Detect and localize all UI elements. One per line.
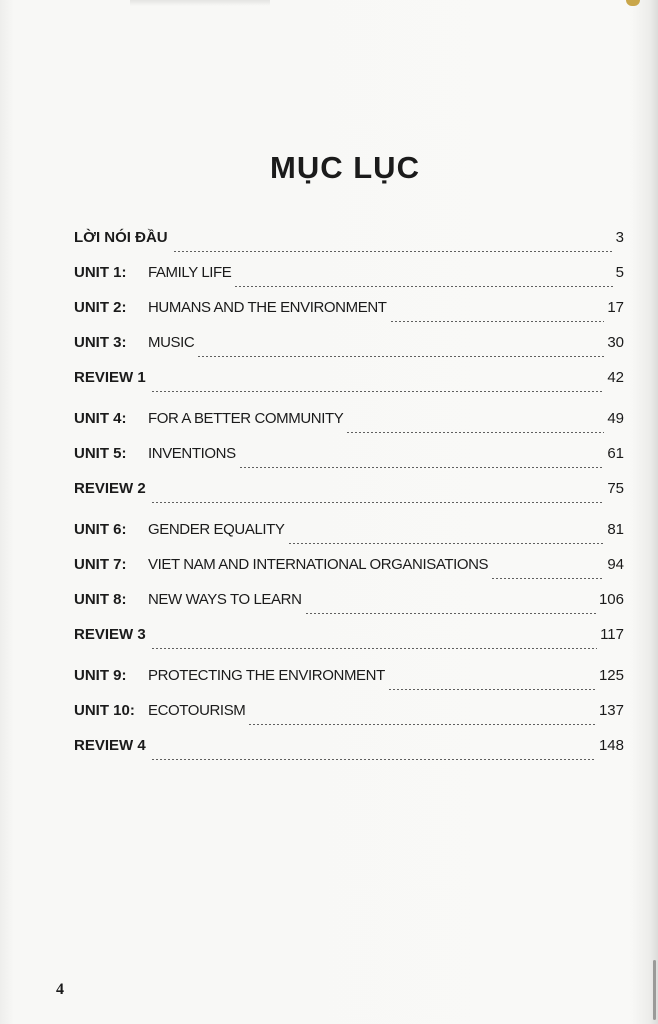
toc-entry-page: 75 xyxy=(607,480,624,497)
toc-entry-name: FAMILY LIFE xyxy=(148,264,232,281)
toc-entry-label: REVIEW 2 xyxy=(74,480,146,497)
dot-leader xyxy=(305,613,596,614)
toc-entry xyxy=(74,226,624,261)
scan-shadow xyxy=(130,0,270,6)
toc-entry-page: 5 xyxy=(615,264,624,281)
toc-entry xyxy=(74,623,624,658)
toc-entry xyxy=(74,477,624,512)
dot-leader xyxy=(197,356,604,357)
dot-leader xyxy=(491,578,604,579)
toc-entry-page: 61 xyxy=(607,445,624,462)
toc-entry-page: 42 xyxy=(607,369,624,386)
toc-entry-name: PROTECTING THE ENVIRONMENT xyxy=(148,667,385,684)
dot-leader xyxy=(151,759,596,760)
toc-entry-label: UNIT 9: xyxy=(74,667,127,684)
toc-entry-label: REVIEW 1 xyxy=(74,369,146,386)
toc-entry xyxy=(74,664,624,699)
toc-entry-name: GENDER EQUALITY xyxy=(148,521,285,538)
toc-entry xyxy=(74,734,624,769)
toc-entry xyxy=(74,588,624,623)
dot-leader xyxy=(234,286,612,287)
toc-entry-page: 3 xyxy=(615,229,624,246)
toc-entry-page: 148 xyxy=(598,737,624,754)
toc-entry-label: UNIT 7: xyxy=(74,556,127,573)
toc-entry xyxy=(74,442,624,477)
dot-leader xyxy=(346,432,604,433)
toc-entry-label: UNIT 6: xyxy=(74,521,127,538)
toc-entry xyxy=(74,553,624,588)
page-edge xyxy=(653,960,656,1020)
toc-entry-name: HUMANS AND THE ENVIRONMENT xyxy=(148,299,387,316)
toc-entry-name: ECOTOURISM xyxy=(148,702,246,719)
toc-entry xyxy=(74,518,624,553)
toc-entry-label: REVIEW 4 xyxy=(74,737,146,754)
toc-entry-page: 17 xyxy=(607,299,624,316)
toc-entry-name: MUSIC xyxy=(148,334,195,351)
toc-entry xyxy=(74,366,624,401)
toc-entry-page: 49 xyxy=(607,410,624,427)
dot-leader xyxy=(151,391,605,392)
toc-entry-label: LỜI NÓI ĐẦU xyxy=(74,229,168,246)
toc-entry xyxy=(74,407,624,442)
toc-entry-name: NEW WAYS TO LEARN xyxy=(148,591,302,608)
page-number: 4 xyxy=(56,981,64,998)
toc-entry-page: 106 xyxy=(598,591,624,608)
toc-entry-label: UNIT 1: xyxy=(74,264,127,281)
dot-leader xyxy=(151,648,597,649)
dot-leader xyxy=(173,251,613,252)
toc-entry-name: INVENTIONS xyxy=(148,445,236,462)
toc-entry-page: 125 xyxy=(598,667,624,684)
toc-entry-name: FOR A BETTER COMMUNITY xyxy=(148,410,344,427)
toc-entry-page: 81 xyxy=(607,521,624,538)
toc-entry xyxy=(74,261,624,296)
toc-entry xyxy=(74,296,624,331)
toc-entry-label: UNIT 4: xyxy=(74,410,127,427)
page-title: MỤC LỤC xyxy=(270,150,420,185)
toc-entry-page: 137 xyxy=(598,702,624,719)
toc-entry-page: 30 xyxy=(607,334,624,351)
dot-leader xyxy=(288,543,605,544)
toc-entry-label: UNIT 5: xyxy=(74,445,127,462)
table-of-contents xyxy=(74,226,624,769)
corner-mark xyxy=(626,0,640,6)
toc-entry-page: 94 xyxy=(607,556,624,573)
toc-entry-label: UNIT 3: xyxy=(74,334,127,351)
dot-leader xyxy=(239,467,605,468)
dot-leader xyxy=(248,724,596,725)
toc-entry-label: UNIT 10: xyxy=(74,702,135,719)
toc-entry-label: UNIT 8: xyxy=(74,591,127,608)
dot-leader xyxy=(151,502,605,503)
toc-entry-page: 117 xyxy=(600,626,624,643)
dot-leader xyxy=(388,689,596,690)
toc-entry xyxy=(74,331,624,366)
toc-entry-label: UNIT 2: xyxy=(74,299,127,316)
dot-leader xyxy=(390,321,605,322)
toc-entry-name: VIET NAM AND INTERNATIONAL ORGANISATIONS xyxy=(148,556,489,573)
toc-entry-label: REVIEW 3 xyxy=(74,626,146,643)
toc-entry xyxy=(74,699,624,734)
